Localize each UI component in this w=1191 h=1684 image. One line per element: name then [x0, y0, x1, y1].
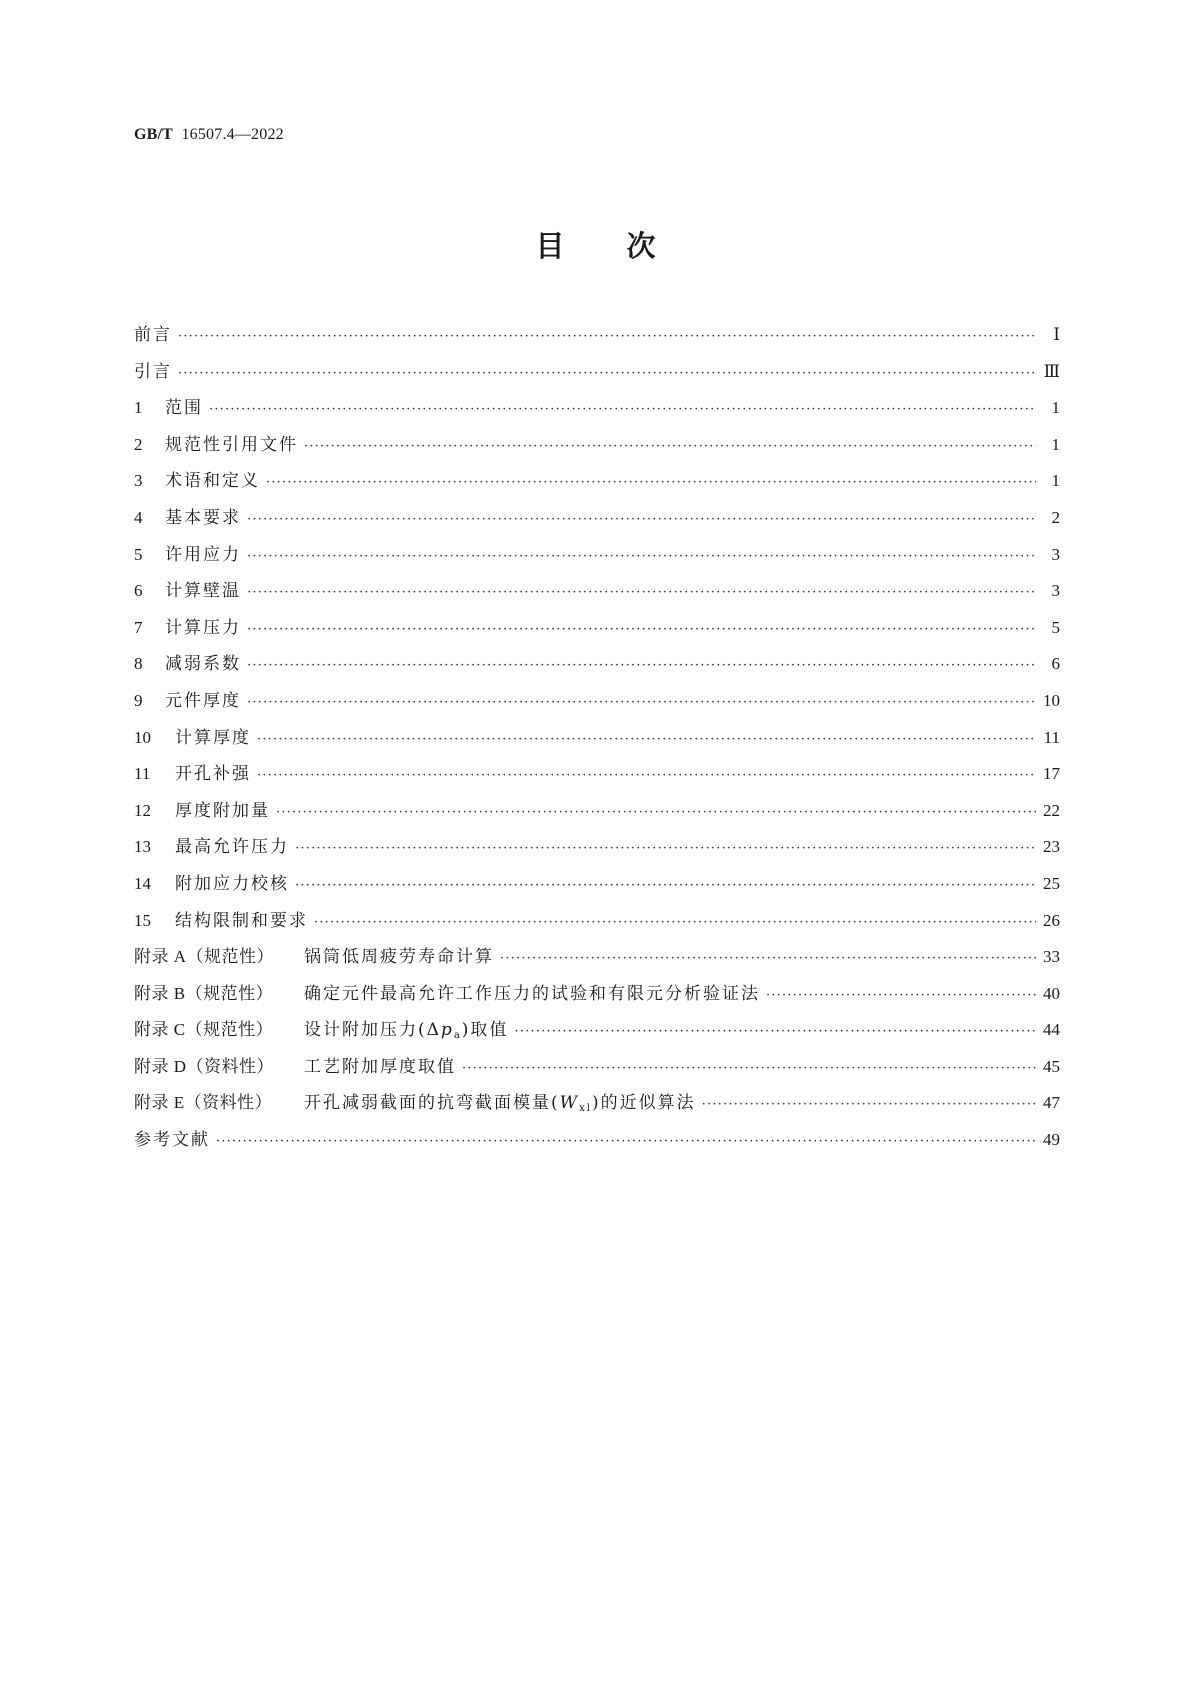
- document-code: [134, 126, 284, 144]
- toc-leader: [295, 875, 1036, 897]
- toc-appendix-id: 附录 B（规范性）: [134, 983, 274, 1003]
- toc-leader: [500, 948, 1036, 970]
- toc-number: 3: [134, 471, 143, 491]
- toc-leader: [514, 1021, 1036, 1043]
- toc-page: 22: [1043, 800, 1060, 820]
- toc-label: 计算壁温: [165, 581, 241, 602]
- toc-leader: [209, 399, 1036, 421]
- toc-label: 参考文献: [134, 1130, 210, 1151]
- toc-entry-section-10[interactable]: [134, 727, 1060, 764]
- toc-label-text: )取值: [461, 1020, 509, 1041]
- toc-entry-bibliography[interactable]: [134, 1129, 1060, 1166]
- toc-leader: [247, 619, 1036, 641]
- toc-page: 1: [1051, 434, 1060, 454]
- toc-entry-section-14[interactable]: [134, 873, 1060, 910]
- toc-entry-section-6[interactable]: [134, 580, 1060, 617]
- toc-page: 3: [1051, 581, 1060, 601]
- toc-label: 元件厚度: [165, 690, 241, 711]
- toc-entry-section-11[interactable]: [134, 763, 1060, 800]
- toc-page: 47: [1043, 1093, 1060, 1113]
- toc-label: 许用应力: [165, 544, 241, 565]
- toc-label: 减弱系数: [165, 654, 241, 675]
- toc-number: 15: [134, 910, 151, 930]
- toc-page: Ⅲ: [1043, 361, 1060, 381]
- toc-entry-appendix-e[interactable]: [134, 1092, 1060, 1129]
- toc-entry-section-5[interactable]: [134, 544, 1060, 581]
- toc-page: 33: [1043, 947, 1060, 967]
- toc-entry-section-9[interactable]: [134, 690, 1060, 727]
- toc-page: 1: [1051, 471, 1060, 491]
- toc-entry-section-1[interactable]: [134, 397, 1060, 434]
- toc-leader: [702, 1094, 1036, 1116]
- toc-number: 1: [134, 398, 143, 418]
- toc-number: 8: [134, 654, 143, 674]
- toc-entry-section-12[interactable]: [134, 800, 1060, 837]
- toc-leader: [247, 692, 1036, 714]
- toc-entry-section-3[interactable]: [134, 470, 1060, 507]
- toc-entry-foreword[interactable]: [134, 324, 1060, 361]
- toc-entry-appendix-a[interactable]: [134, 946, 1060, 983]
- toc-page: 6: [1051, 654, 1060, 674]
- toc-page: 26: [1043, 910, 1060, 930]
- toc-leader: [462, 1058, 1036, 1080]
- toc-label-text: 开孔减弱截面的抗弯截面模量(: [304, 1093, 560, 1114]
- toc-label: 计算压力: [165, 617, 241, 638]
- toc-leader: [178, 363, 1036, 385]
- math-variable: W: [559, 1093, 580, 1114]
- toc-page: 1: [1051, 398, 1060, 418]
- page-title: 目次: [535, 229, 718, 263]
- toc-entry-section-13[interactable]: [134, 836, 1060, 873]
- toc-number: 9: [134, 690, 143, 710]
- toc-page: 45: [1043, 1056, 1060, 1076]
- standard-number: 16507.4—2022: [181, 126, 284, 143]
- toc-label: 计算厚度: [175, 727, 251, 748]
- toc-number: 10: [134, 727, 151, 747]
- toc-number: 11: [134, 764, 151, 784]
- toc-number: 5: [134, 544, 143, 564]
- toc-leader: [216, 1131, 1036, 1153]
- toc-page: 23: [1043, 837, 1060, 857]
- toc-number: 12: [134, 800, 151, 820]
- toc-label: [304, 1092, 696, 1120]
- toc-leader: [295, 838, 1036, 860]
- toc-entry-section-2[interactable]: [134, 434, 1060, 471]
- toc-leader: [276, 802, 1036, 824]
- standard-prefix: GB/T: [134, 126, 174, 143]
- toc-leader: [247, 655, 1036, 677]
- toc-leader: [257, 729, 1036, 751]
- toc-label: 结构限制和要求: [175, 910, 308, 931]
- toc-number: 13: [134, 837, 151, 857]
- toc-label: 工艺附加厚度取值: [304, 1056, 456, 1077]
- toc-page: 40: [1043, 983, 1060, 1003]
- toc-label: 范围: [165, 398, 203, 419]
- toc-label-text: )的近似算法: [591, 1093, 696, 1114]
- toc-page: 44: [1043, 1020, 1060, 1040]
- toc-entry-appendix-c[interactable]: [134, 1019, 1060, 1056]
- math-subscript: a: [453, 1030, 462, 1042]
- toc-number: 6: [134, 581, 143, 601]
- toc-page: 17: [1043, 764, 1060, 784]
- toc-page: 5: [1051, 617, 1060, 637]
- toc-number: 14: [134, 873, 151, 893]
- toc-label: 引言: [134, 361, 172, 382]
- toc-entry-appendix-d[interactable]: [134, 1056, 1060, 1093]
- toc-leader: [766, 985, 1036, 1007]
- toc-leader: [247, 546, 1036, 568]
- math-variable: p: [440, 1020, 454, 1041]
- toc-entry-section-4[interactable]: [134, 507, 1060, 544]
- toc-entry-introduction[interactable]: [134, 361, 1060, 398]
- toc-leader: [178, 326, 1036, 348]
- toc-page: 25: [1043, 873, 1060, 893]
- toc-leader: [247, 509, 1036, 531]
- toc-leader: [257, 765, 1036, 787]
- toc-appendix-id: 附录 A（规范性）: [134, 947, 275, 967]
- toc-label: 术语和定义: [165, 471, 260, 492]
- toc-number: 7: [134, 617, 143, 637]
- toc-label: 基本要求: [165, 507, 241, 528]
- toc-appendix-id: 附录 E（资料性）: [134, 1093, 273, 1113]
- toc-number: 4: [134, 507, 143, 527]
- toc-page: 49: [1043, 1130, 1060, 1150]
- toc-leader: [314, 912, 1036, 934]
- toc-label: 前言: [134, 325, 172, 345]
- toc-appendix-id: 附录 D（资料性）: [134, 1056, 275, 1076]
- toc-label: 规范性引用文件: [165, 434, 298, 455]
- toc-entry-section-7[interactable]: [134, 617, 1060, 654]
- toc-number: 2: [134, 434, 143, 454]
- toc-page: 11: [1043, 727, 1060, 747]
- toc-page: 10: [1043, 690, 1060, 710]
- toc-leader: [247, 582, 1036, 604]
- toc-label: 附加应力校核: [175, 873, 289, 894]
- table-of-contents: [134, 324, 1060, 1166]
- toc-entry-section-8[interactable]: [134, 653, 1060, 690]
- toc-entry-appendix-b[interactable]: [134, 983, 1060, 1020]
- toc-page: 3: [1051, 544, 1060, 564]
- toc-label: 开孔补强: [175, 764, 251, 785]
- toc-page: 2: [1051, 507, 1060, 527]
- math-subscript: xl: [579, 1103, 592, 1115]
- toc-label: 锅筒低周疲劳寿命计算: [304, 947, 494, 968]
- toc-label: 厚度附加量: [175, 800, 270, 821]
- toc-leader: [304, 436, 1036, 458]
- toc-leader: [266, 472, 1036, 494]
- toc-page: Ⅰ: [1053, 325, 1060, 344]
- toc-appendix-id: 附录 C（规范性）: [134, 1020, 274, 1040]
- toc-label-text: 设计附加压力(Δ: [304, 1020, 441, 1041]
- toc-label: 确定元件最高允许工作压力的试验和有限元分析验证法: [304, 983, 760, 1004]
- toc-entry-section-15[interactable]: [134, 910, 1060, 947]
- toc-label: [304, 1019, 508, 1047]
- toc-label: 最高允许压力: [175, 837, 289, 858]
